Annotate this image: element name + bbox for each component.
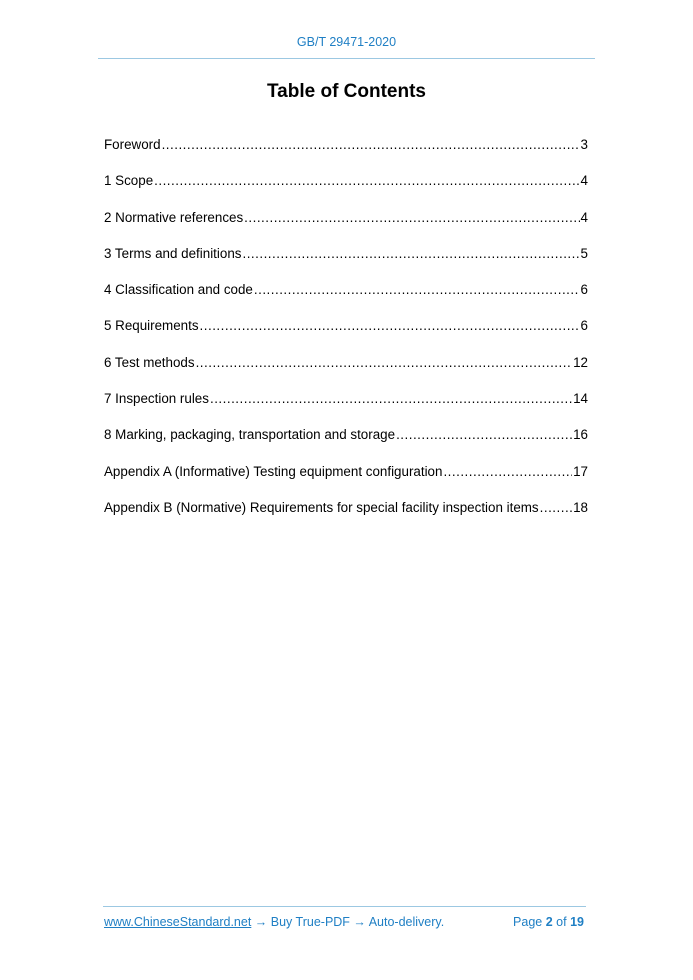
toc-leader-dots [200,318,580,333]
toc-entry-label: Appendix A (Informative) Testing equipment configuration [104,463,443,479]
toc-leader-dots [210,391,572,406]
toc-entry-inspection-rules[interactable] [104,391,588,427]
page-number [513,915,584,929]
toc-entry-classification-code[interactable] [104,282,588,318]
toc-entry-label: 4 Classification and code [104,282,253,298]
toc-entry-label: Appendix B (Normative) Requirements for special facility inspection items [104,499,539,515]
toc-entry-label: 6 Test methods [104,354,195,370]
toc-entry-page: 6 [580,282,588,298]
website-link[interactable]: www.ChineseStandard.net [104,915,252,929]
toc-entry-marking-packaging[interactable] [104,427,588,463]
toc-entry-appendix-a[interactable] [104,464,588,500]
toc-entry-scope[interactable] [104,173,588,209]
toc-leader-dots [154,173,579,188]
document-id: GB/T 29471-2020 [296,35,397,49]
toc-entry-terms-definitions[interactable] [104,246,588,282]
toc-entry-label: 5 Requirements [104,318,199,334]
toc-entry-foreword[interactable] [104,137,588,173]
toc-entry-label: 7 Inspection rules [104,391,209,407]
toc-leader-dots [540,500,572,515]
toc-entry-requirements[interactable] [104,318,588,354]
toc-entry-appendix-b[interactable] [104,500,588,536]
toc-entry-page: 17 [573,463,588,479]
toc-entry-label: 1 Scope [104,173,154,189]
toc-entry-page: 5 [580,245,588,261]
toc-leader-dots [162,137,580,152]
toc-entry-page: 4 [580,173,588,189]
footer-promo [104,915,444,929]
toc-entry-page: 6 [580,318,588,334]
toc-entry-page: 4 [580,209,588,225]
page-of-label: of [556,915,567,929]
toc-leader-dots [242,246,579,261]
toc-entry-normative-references[interactable] [104,210,588,246]
toc-entry-page: 12 [573,354,588,370]
table-of-contents [104,137,588,536]
toc-entry-test-methods[interactable] [104,355,588,391]
toc-leader-dots [254,282,580,297]
toc-leader-dots [244,210,579,225]
toc-entry-label: 3 Terms and definitions [104,245,242,261]
footer-promo-text: → Buy True-PDF → Auto-delivery. [251,915,445,929]
toc-entry-label: Foreword [104,137,161,152]
page-label: Page [513,915,543,929]
toc-entry-page: 16 [573,427,588,443]
page-total: 19 [570,915,584,929]
toc-entry-page: 14 [573,391,588,407]
page-title: Table of Contents [266,81,427,102]
header-divider [98,58,595,59]
toc-leader-dots [196,355,573,370]
toc-leader-dots [443,464,572,479]
toc-entry-label: 8 Marking, packaging, transportation and storage [104,427,396,443]
page-current: 2 [545,915,553,929]
toc-entry-page: 18 [573,499,588,515]
footer-divider [103,906,586,907]
toc-entry-label: 2 Normative references [104,209,244,225]
page-header [0,35,693,49]
toc-entry-page: 3 [580,137,588,152]
toc-leader-dots [396,427,572,442]
